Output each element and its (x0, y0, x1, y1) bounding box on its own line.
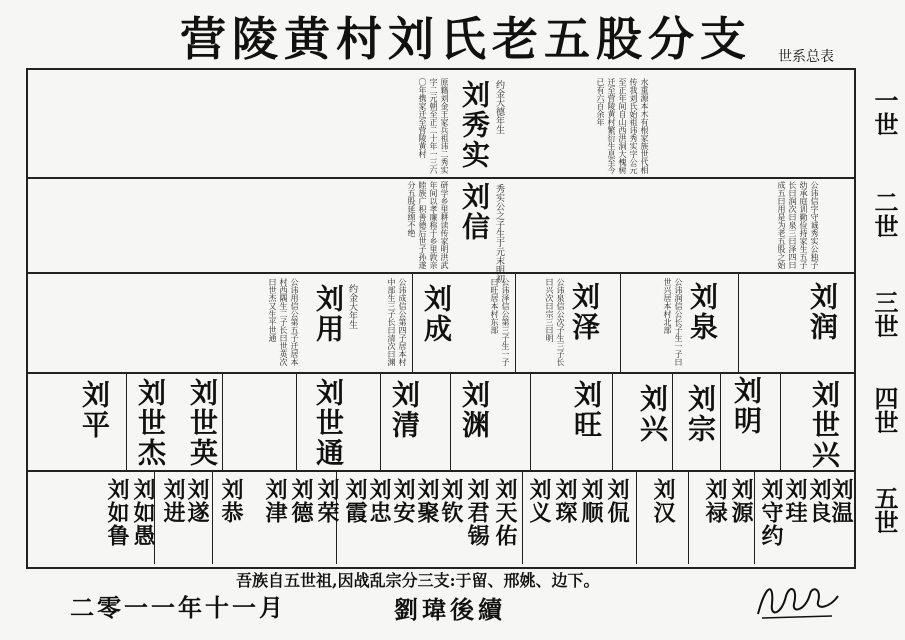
gen4-name-2: 刘世杰 (134, 378, 167, 468)
gen4-divider-6 (530, 374, 531, 470)
gen5-divider-6 (688, 472, 689, 564)
gen3-name-5: 刘润 (806, 282, 839, 342)
gen4-divider-5 (450, 374, 451, 470)
gen1-note: 约金大德年生 (494, 80, 504, 134)
gen3-name-3: 刘泽 (568, 282, 601, 342)
gen5-name-16: 刘义 (526, 478, 552, 524)
gen3-divider-a (412, 274, 413, 372)
gen4-divider-10 (780, 374, 781, 470)
gen4-divider-4 (380, 374, 381, 470)
gen3-name-1: 刘用 (312, 284, 345, 344)
gen3-bio-2: 公讳成信公第四子居本村中部生三子长曰清次曰渊 (387, 278, 407, 366)
gen5-divider-2 (212, 472, 213, 564)
generation-label-4: 四世 (870, 386, 899, 434)
gen4-name-7: 刘旺 (570, 380, 603, 440)
row-divider-2 (26, 272, 854, 274)
gen4-divider-3 (296, 374, 297, 470)
gen4-name-6: 刘渊 (458, 380, 491, 440)
gen3-bio-3: 公讳泽信公第三子生一子曰旺居本村东部 (490, 278, 510, 366)
gen5-name-21: 刘禄 (702, 478, 728, 524)
gen5-name-13: 刘钦 (438, 478, 464, 524)
gen1-bio-right: 水重源本木有根家族世代相传我刘氏始祖讳秀实字公元至正年间自山西洪洞大槐树迁至营陵黄村繁衍生息至今已有六百余年 (596, 78, 649, 174)
gen5-name-23: 刘守约 (758, 478, 784, 547)
generation-label-5: 五世 (870, 486, 899, 534)
gen3-bio-5: 公讳润信公长子生一子曰世兴居本村北部 (663, 278, 683, 366)
gen3-bio-1: 公讳用信公第五子迁居本村西隅生二子长曰世英次曰世杰又生平世通 (268, 278, 299, 366)
gen5-name-22: 刘源 (728, 478, 754, 524)
gen4-name-4: 刘世通 (312, 378, 345, 468)
gen4-name-8: 刘兴 (636, 384, 669, 444)
generation-label-2: 二世 (870, 190, 899, 238)
gen5-name-8: 刘荣 (314, 478, 340, 524)
gen5-name-3: 刘进 (160, 478, 186, 524)
gen1-name: 刘秀实 (458, 80, 491, 170)
gen5-name-15: 刘天佑 (492, 478, 518, 547)
gen5-name-18: 刘顺 (578, 478, 604, 524)
gen5-divider-4 (522, 472, 523, 564)
gen4-name-10: 刘明 (730, 376, 763, 436)
gen5-name-9: 刘霞 (342, 478, 368, 524)
gen3-divider-c (620, 274, 621, 372)
gen5-name-12: 刘聚 (414, 478, 440, 524)
gen5-name-4: 刘遂 (184, 478, 210, 524)
gen4-name-1: 刘平 (78, 380, 111, 440)
footer-note: 吾族自五世祖,因战乱宗分三支:于留、邢姚、边下。 (236, 571, 600, 590)
gen5-divider-5 (636, 472, 637, 564)
gen5-name-2: 刘如愚 (130, 478, 156, 547)
gen5-name-14: 刘君锡 (464, 478, 490, 547)
gen5-name-25: 刘良 (806, 478, 832, 524)
gen5-name-24: 刘珪 (782, 478, 808, 524)
gen4-name-5: 刘清 (388, 380, 421, 440)
gen4-divider-1 (126, 374, 127, 470)
gen2-bio-right: 公讳信字守诚秀实公独子幼承庭训勤俭持家生五子长曰润次曰泉三曰泽四曰成五曰用是为老五股之始 (777, 181, 819, 269)
gen3-note-1: 约金大年生 (347, 284, 357, 329)
gen2-bio-left: 研学乡里耕读传家明洪武年间以孝廉称于乡里敦亲睦族广积善德后世子孙遂分五股延绵不绝 (407, 181, 449, 269)
gen1-bio-left: 原籍刘金王家兵祖讳二秀实字二元朝至正二十年一三六〇年携家迁至营陵黄村 (418, 78, 449, 174)
gen4-divider-2 (222, 374, 223, 470)
gen3-divider-d (738, 274, 739, 372)
gen2-name: 刘信 (458, 182, 491, 242)
row-divider-4 (26, 470, 854, 472)
gen3-divider-b (515, 274, 516, 372)
gen4-name-11: 刘世兴 (808, 380, 841, 470)
date-text: 二零一一年十一月 (70, 593, 286, 622)
page-title: 营陵黄村刘氏老五股分支 (180, 12, 752, 66)
author-text: 劉瑋後續 (394, 595, 506, 624)
gen5-divider-7 (754, 472, 755, 564)
gen5-name-6: 刘津 (262, 478, 288, 524)
signature-icon (752, 574, 844, 624)
gen5-name-1: 刘如鲁 (104, 478, 130, 547)
gen5-name-11: 刘安 (390, 478, 416, 524)
gen4-divider-9 (720, 374, 721, 470)
gen3-name-4: 刘泉 (686, 282, 719, 342)
gen2-note: 秀实公之子生于元末明初 (494, 184, 504, 283)
generation-label-3: 三世 (870, 290, 899, 338)
gen4-divider-8 (672, 374, 673, 470)
gen4-name-9: 刘宗 (684, 384, 717, 444)
row-divider-3 (26, 372, 854, 374)
gen5-name-7: 刘德 (288, 478, 314, 524)
page-subtitle: 世系总表 (778, 49, 834, 65)
gen4-name-3: 刘世英 (186, 378, 219, 468)
generation-label-1: 一世 (870, 88, 899, 136)
row-divider-1 (26, 177, 854, 179)
gen5-name-19: 刘侃 (604, 478, 630, 524)
gen3-name-2: 刘成 (420, 284, 453, 344)
gen5-name-10: 刘忠 (366, 478, 392, 524)
gen5-name-20: 刘汉 (650, 478, 676, 524)
gen5-name-26: 刘温 (828, 478, 854, 524)
gen3-bio-4: 公讳泉信公次子生三子长曰兴次曰宗三曰明 (545, 278, 565, 366)
gen5-name-5: 刘恭 (218, 478, 244, 524)
gen4-divider-7 (612, 374, 613, 470)
gen5-name-17: 刘琛 (552, 478, 578, 524)
